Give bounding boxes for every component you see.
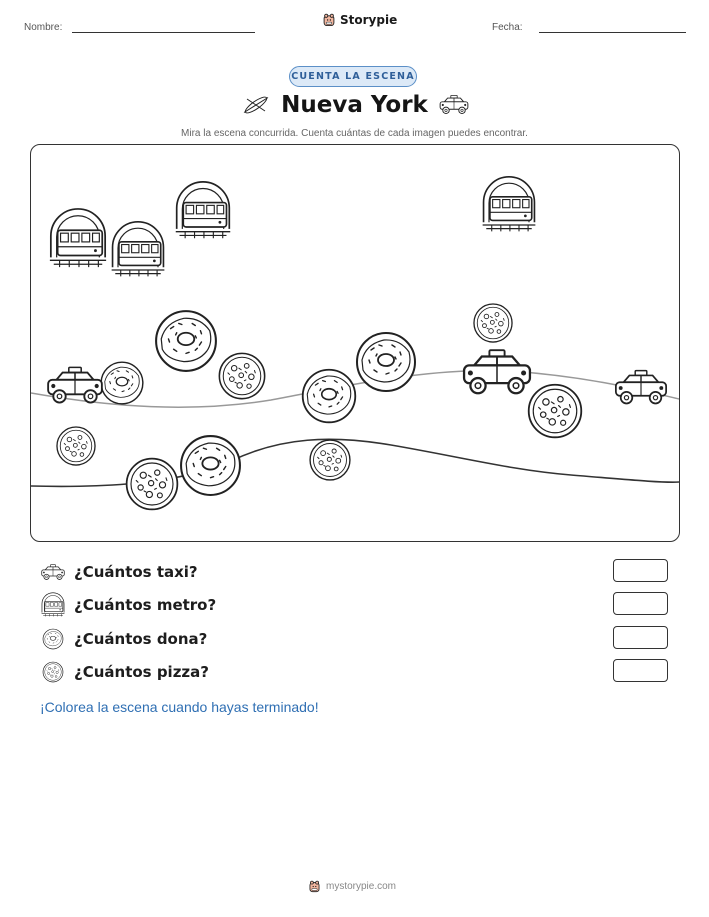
question-pizza — [40, 659, 209, 685]
taxi-icon — [438, 94, 470, 116]
taxi-icon — [459, 345, 535, 401]
name-line[interactable] — [72, 32, 255, 33]
pizza-icon — [50, 425, 102, 467]
brand-logo — [322, 13, 397, 27]
subway-icon — [46, 207, 110, 271]
donut-icon — [40, 628, 66, 650]
name-label: Nombre: — [24, 22, 63, 33]
taxi-icon — [44, 363, 106, 409]
storypie-icon — [308, 880, 321, 893]
question-text: ¿Cuántos metro? — [74, 596, 217, 614]
coloring-note: ¡Colorea la escena cuando hayas terminado! — [40, 699, 319, 715]
question-text: ¿Cuántos pizza? — [74, 663, 209, 681]
subway-icon — [172, 180, 234, 242]
question-subway — [40, 592, 216, 618]
taxi-icon — [612, 366, 670, 410]
date-line[interactable] — [539, 32, 686, 33]
donut-icon — [178, 433, 243, 498]
donut-icon — [354, 330, 418, 394]
date-label: Fecha: — [492, 22, 523, 33]
pizza-icon — [303, 438, 357, 482]
page-title: Nueva York — [281, 92, 428, 118]
donut-icon — [153, 308, 219, 374]
answer-box-pizza[interactable] — [613, 659, 668, 682]
answer-box-taxi[interactable] — [613, 559, 668, 582]
subway-icon — [108, 220, 168, 280]
answer-box-subway[interactable] — [613, 592, 668, 615]
storypie-icon — [322, 13, 336, 27]
answer-box-donut[interactable] — [613, 626, 668, 649]
pizza-icon — [467, 302, 519, 344]
pizza-icon — [212, 351, 272, 401]
question-text: ¿Cuántos dona? — [74, 630, 208, 648]
site-footer — [308, 880, 396, 893]
instructions: Mira la escena concurrida. Cuenta cuántas de cada imagen puedes encontrar. — [181, 128, 528, 139]
subway-icon — [479, 175, 539, 235]
subway-icon — [40, 592, 66, 618]
activity-badge: CUENTA LA ESCENA — [289, 66, 417, 87]
question-taxi — [40, 559, 198, 585]
question-donut — [40, 626, 207, 652]
pizza-icon — [40, 661, 66, 683]
donut-icon — [300, 367, 358, 425]
taxi-icon — [40, 563, 66, 582]
question-text: ¿Cuántos taxi? — [74, 563, 198, 581]
brand-name: Storypie — [340, 13, 398, 27]
site-url[interactable]: mystorypie.com — [326, 881, 397, 892]
pizza-icon — [118, 456, 186, 512]
